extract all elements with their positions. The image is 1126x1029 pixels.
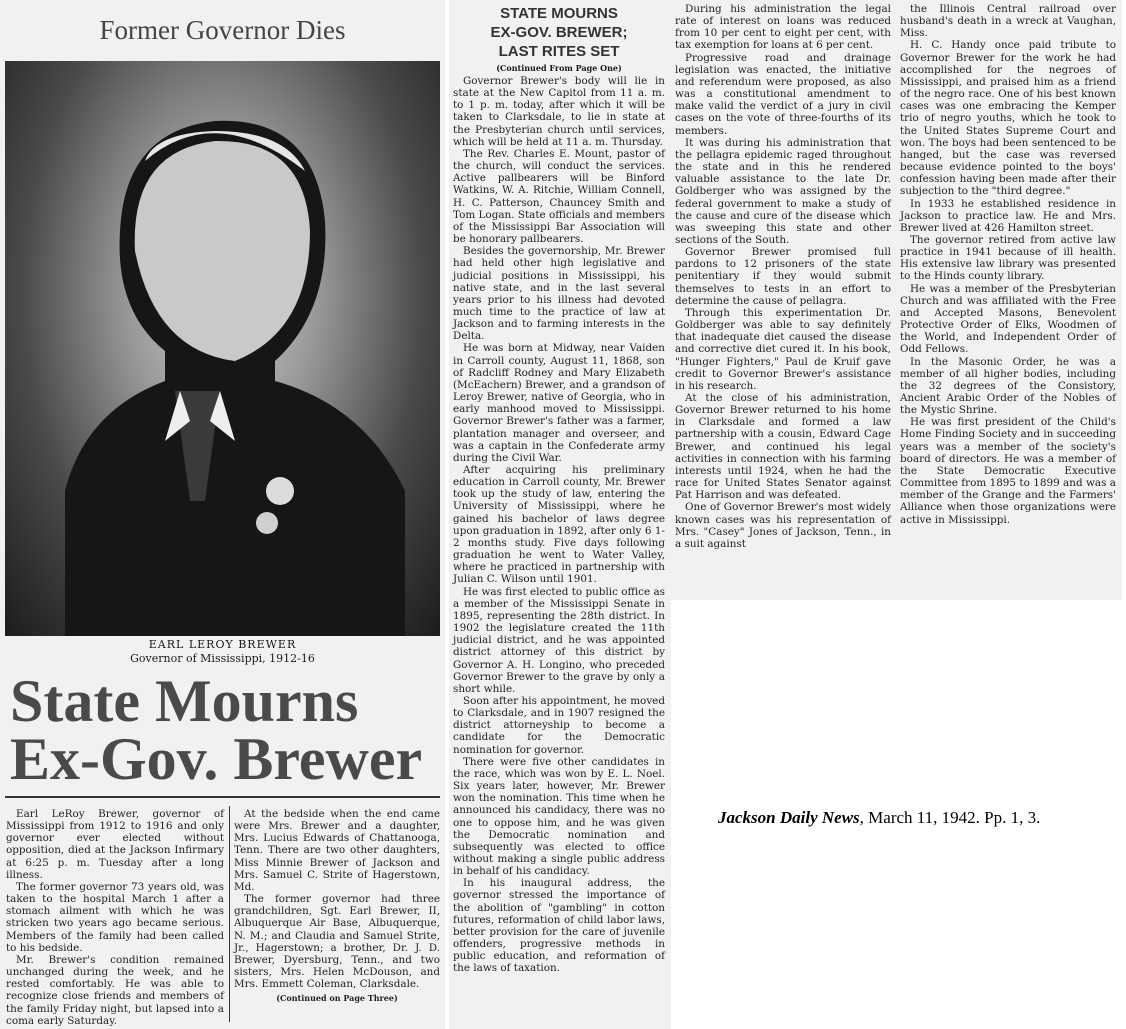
- front-col1-para: The former governor 73 years old, was taken to the hospital March 1 after a stomach ailment with which he was stricken two years ago became serious. Members of the family had been called to his bedside.: [6, 880, 224, 954]
- jump-column-c-clipping: [896, 0, 1122, 600]
- main-headline: [10, 668, 423, 792]
- source-credit: [718, 808, 1040, 828]
- col-b-para: It was during his administration that the pellagra epidemic raged throughout the state and in this he rendered valuable assistance to the late Dr. Goldberger who was assigned by the federal government to make a study of the cause and cure of the disease which was sweeping this state and other sections of the South.: [675, 136, 891, 246]
- jump-page-clipping: [449, 0, 671, 1029]
- jump-col-c-text: [900, 3, 1116, 526]
- col-b-para: One of Governor Brewer's most widely known cases was his representation of Mrs. "Casey" Jones of Jackson, Tenn., in a suit against: [675, 501, 891, 550]
- col-a-para: He was first elected to public office as a member of the Mississippi Senate in 1895, representing the 28th district. In 1902 the legislature created the 11th judicial district, and he was appointed district attorney of this district by Governor A. H. Longino, who preceded Governor Brewer to the grave by only a short while.: [453, 585, 665, 695]
- front-column-1: [6, 808, 224, 1027]
- governor-portrait-photo: [5, 61, 440, 636]
- main-headline-line1: State Mourns: [10, 668, 359, 734]
- col-a-para: In his inaugural address, the governor stressed the importance of the abolition of "gambling" in cotton futures, reformation of child labor laws, better provision for the care of juvenile offenders, progressive methods in public education, and reformation of the laws of taxation.: [453, 877, 665, 975]
- caption-name: EARL LEROY BREWER: [148, 638, 297, 651]
- col-a-para: There were five other candidates in the race, which was won by E. L. Noel. Six years later, however, Mr. Brewer won the nomination. This time when he announced his candidacy, there was no one to oppose him, and he was given the Democratic nomination and subsequently was elected to office without making a single public address in behalf of his candidacy.: [453, 755, 665, 878]
- jump-headline-line3: LAST RITES SET: [498, 43, 620, 60]
- col-c-para: He was first president of the Child's Home Finding Society and in succeeding years was a member of the society's board of directors. He was a member of the State Democratic Executive Committee from 1895 to 1899 and was a member of the Grange and the Farmers' Alliance when those organizations were active in Mississippi.: [900, 416, 1116, 526]
- portrait-silhouette: [5, 61, 440, 636]
- col-c-para: He was a member of the Presbyterian Church and was affiliated with the Free and Accepted Masons, Benevolent Protective Order of Elks, Woodmen of the World, and Independent Order of Odd Fellows.: [900, 282, 1116, 356]
- column-rule: [229, 806, 230, 1022]
- continued-from-note: (Continued From Page One): [496, 63, 622, 73]
- front-col1-para: Earl LeRoy Brewer, governor of Mississippi from 1912 to 1916 and only governor ever elected without opposition, died at the Jackson Infirmary at 6:25 p. m. Tuesday after a long illness.: [6, 808, 224, 881]
- main-headline-line2: Ex-Gov. Brewer: [10, 726, 423, 792]
- col-b-para: Governor Brewer promised full pardons to 12 prisoners of the state penitentiary if they would submit themselves to tests in an effort to determine the cause of pellagra.: [675, 246, 891, 307]
- jump-column-a: [453, 4, 665, 975]
- col-b-para: At the close of his administration, Governor Brewer returned to his home in Clarksdale and formed a law partnership with a cousin, Edward Cage Brewer, and continued his legal activities in connection with his farming interests until 1924, when he had the race for United States Senator against Pat Harrison and was defeated.: [675, 392, 891, 502]
- photo-caption: [0, 638, 445, 666]
- jump-headline-line2: EX-GOV. BREWER;: [490, 24, 628, 41]
- col-c-para: H. C. Handy once paid tribute to Governor Brewer for the work he had accomplished for the negroes of Mississippi, and praised him as a friend of the negro race. One of his best known cases was one embracing the Kemper trio of negro youths, which he took to the United States Supreme Court and won. The boys had been sentenced to be hanged, but the case was reversed because evidence pointed to the boys' confession having been made after their subjection to the "third degree.": [900, 39, 1116, 198]
- col-c-para: The governor retired from active law practice in 1941 because of ill health. His extensive law library was presented to the Hinds county library.: [900, 233, 1116, 283]
- col-a-para: He was born at Midway, near Vaiden in Carroll county, August 11, 1868, son of Radcliff Rodney and Mary Elizabeth (McEachern) Brewer, and a grandson of Leroy Brewer, native of Georgia, who in early manhood moved to Mississippi. Governor Brewer's father was a farmer, plantation manager and overseer, and was a captain in the Confederate army during the Civil War.: [453, 342, 665, 464]
- col-a-para: The Rev. Charles E. Mount, pastor of the church, will conduct the services. Active pallbearers will be Binford Watkins, W. A. Ritchie, William Connell, H. C. Patterson, Chauncey Smith and Tom Logan. State officials and members of the Mississippi Bar Association will be honorary pallbearers.: [453, 147, 666, 246]
- front-col1-para: Mr. Brewer's condition remained unchanged during the week, and he rested comfortably. He was able to recognize close friends and members of the family Friday night, but lapsed into a coma early Saturday.: [6, 953, 224, 1027]
- col-a-para: After acquiring his preliminary education in Carroll county, Mr. Brewer took up the study of law, entering the University of Mississippi, where he gained his bachelor of laws degree upon graduation in 1892, after only 6 1-2 months study. Five days following graduation he went to Water Valley, where he practiced in partnership with Julian C. Wilson until 1901.: [453, 464, 665, 586]
- col-c-para: the Illinois Central railroad over husband's death in a wreck at Vaughan, Miss.: [900, 3, 1116, 40]
- front-col2-para: The former governor had three grandchildren, Sgt. Earl Brewer, II, Albuquerque Air Base, Albuquerque, N. M.; and Claudia and Samuel Strite, Jr., Hagerstown; a brother, Dr. J. D. Brewer, Dyersburg, Tenn., and two sisters, Mrs. Helen McDouson, and Mrs. Emmett Coleman, Clarksdale.: [234, 893, 440, 991]
- col-c-para: In the Masonic Order, he was a member of all higher bodies, including the 32 degrees of the Consistory, Ancient Arabic Order of the Nobles of the Mystic Shrine.: [900, 355, 1116, 417]
- caption-title: Governor of Mississippi, 1912-16: [130, 652, 315, 665]
- headline-rule: [5, 796, 440, 798]
- continued-note: (Continued on Page Three): [276, 993, 398, 1004]
- col-a-para: Governor Brewer's body will lie in state at the New Capitol from 11 a. m. to 1 p. m. today, after which it will be taken to Clarksdale, to lie in state at the Presbyterian church until services, which will be held at 11 a. m. Thursday.: [453, 75, 665, 148]
- col-c-para: In 1933 he established residence in Jackson to practice law. He and Mrs. Brewer lived at 426 Hamilton street.: [900, 197, 1116, 234]
- col-b-para: During his administration the legal rate of interest on loans was reduced from 10 per cent to eight per cent, with tax exemption for loans at 6 per cent.: [675, 3, 891, 52]
- jump-col-a-text: [453, 75, 665, 975]
- top-headline: Former Governor Dies: [99, 15, 346, 45]
- jump-headline-line1: STATE MOURNS: [500, 5, 618, 22]
- front-page-clipping: [0, 0, 445, 1029]
- col-a-para: Besides the governorship, Mr. Brewer had held other high legislative and judicial positions in Mississippi, his native state, and in the last several years prior to his illness had devoted much time to the practice of law at Jackson and to farming interests in the Delta.: [453, 245, 665, 343]
- jump-col-b-text: [675, 3, 891, 550]
- front-column-2: [234, 808, 440, 1007]
- front-col2-para: At the bedside when the end came were Mrs. Brewer and a daughter, Mrs. Lucius Edwards of Chattanooga, Tenn. There are two other daughters, Miss Minnie Brewer of Jackson and Mrs. Samuel C. Strite of Hagerstown, Md.: [234, 808, 440, 893]
- credit-paper-name: Jackson Daily News: [718, 808, 860, 827]
- credit-date-pages: , March 11, 1942. Pp. 1, 3.: [859, 808, 1041, 827]
- col-a-para: Soon after his appointment, he moved to Clarksdale, and in 1907 resigned the district attorneyship to become a candidate for the Democratic nomination for governor.: [453, 694, 665, 756]
- col-b-para: Progressive road and drainage legislation was enacted, the initiative and referendum were proposed, as also was a constitutional amendment to make valid the verdict of a jury in civil cases on the vote of three-fourths of its members.: [675, 51, 891, 137]
- col-b-para: Through this experimentation Dr. Goldberger was able to say definitely that inadequate diet caused the disease and corrective diet cured it. In his book, "Hunger Fighters," Paul de Kruif gave credit to Governor Brewer's assistance in his research.: [675, 306, 891, 392]
- jump-column-b-clipping: [671, 0, 896, 600]
